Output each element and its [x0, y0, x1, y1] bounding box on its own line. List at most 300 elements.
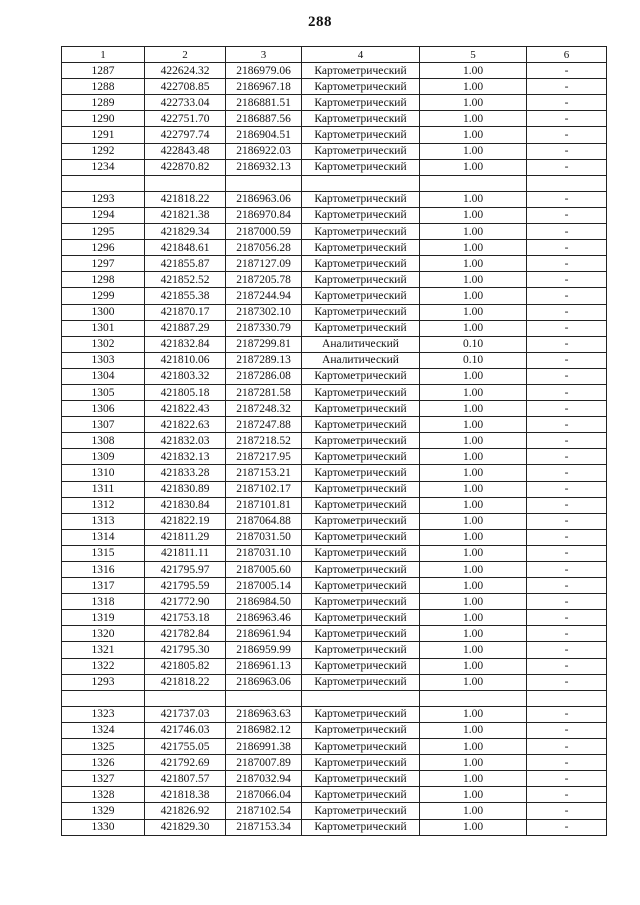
- table-cell: 2186887.56: [226, 111, 302, 127]
- table-cell: 422708.85: [145, 79, 226, 95]
- table-row: [62, 224, 607, 240]
- table-cell: -: [527, 95, 607, 111]
- table-cell: 2187056.28: [226, 240, 302, 256]
- table-cell: 2186922.03: [226, 143, 302, 159]
- table-cell: 2187064.88: [226, 513, 302, 529]
- table-cell: Картометрический: [302, 545, 420, 561]
- table-cell: 421755.05: [145, 739, 226, 755]
- table-row: [62, 111, 607, 127]
- table-row: [62, 658, 607, 674]
- table-cell: 1314: [62, 529, 145, 545]
- table-cell: 422751.70: [145, 111, 226, 127]
- table-cell: 1321: [62, 642, 145, 658]
- table-cell: Картометрический: [302, 771, 420, 787]
- table-cell: 421887.29: [145, 320, 226, 336]
- table-cell: Картометрический: [302, 159, 420, 175]
- table-cell: Картометрический: [302, 224, 420, 240]
- table-cell: [302, 690, 420, 706]
- table-cell: Картометрический: [302, 497, 420, 513]
- table-cell: Аналитический: [302, 336, 420, 352]
- table-cell: 1.00: [420, 256, 527, 272]
- column-header: 6: [527, 47, 607, 63]
- table-cell: Картометрический: [302, 384, 420, 400]
- table-cell: 2187066.04: [226, 787, 302, 803]
- table-cell: [420, 175, 527, 191]
- table-cell: 2186963.06: [226, 674, 302, 690]
- table-cell: 1.00: [420, 224, 527, 240]
- table-cell: 421772.90: [145, 594, 226, 610]
- table-cell: 1.00: [420, 658, 527, 674]
- table-cell: 1307: [62, 417, 145, 433]
- table-cell: -: [527, 562, 607, 578]
- table-cell: 2187005.60: [226, 562, 302, 578]
- table-cell: -: [527, 288, 607, 304]
- table-row: [62, 803, 607, 819]
- table-cell: -: [527, 191, 607, 207]
- table-cell: 2186970.84: [226, 207, 302, 223]
- table-cell: Картометрический: [302, 191, 420, 207]
- table-cell: 421855.87: [145, 256, 226, 272]
- table-cell: 1297: [62, 256, 145, 272]
- table-cell: 2187153.34: [226, 819, 302, 835]
- table-cell: 1.00: [420, 207, 527, 223]
- table-cell: -: [527, 755, 607, 771]
- table-row: [62, 642, 607, 658]
- table-row: [62, 175, 607, 191]
- table-cell: Картометрический: [302, 401, 420, 417]
- table-cell: -: [527, 401, 607, 417]
- table-cell: 1323: [62, 706, 145, 722]
- table-row: [62, 739, 607, 755]
- table-cell: 1234: [62, 159, 145, 175]
- table-row: [62, 819, 607, 835]
- table-cell: 1.00: [420, 368, 527, 384]
- table-cell: 1.00: [420, 401, 527, 417]
- table-cell: 421753.18: [145, 610, 226, 626]
- table-row: [62, 272, 607, 288]
- table-cell: 1328: [62, 787, 145, 803]
- table-cell: -: [527, 111, 607, 127]
- table-cell: 421795.97: [145, 562, 226, 578]
- table-cell: -: [527, 240, 607, 256]
- table-cell: 1.00: [420, 803, 527, 819]
- table-cell: 1298: [62, 272, 145, 288]
- table-cell: -: [527, 465, 607, 481]
- table-cell: 1319: [62, 610, 145, 626]
- table-cell: Картометрический: [302, 288, 420, 304]
- table-cell: 2186979.06: [226, 63, 302, 79]
- table-cell: 1287: [62, 63, 145, 79]
- table-cell: -: [527, 159, 607, 175]
- table-cell: Картометрический: [302, 481, 420, 497]
- table-cell: 2187007.89: [226, 755, 302, 771]
- table-cell: 1.00: [420, 771, 527, 787]
- page-number: 288: [308, 14, 332, 30]
- table-cell: [145, 690, 226, 706]
- table-cell: -: [527, 706, 607, 722]
- table-cell: 421833.28: [145, 465, 226, 481]
- table-row: [62, 240, 607, 256]
- table-cell: Картометрический: [302, 465, 420, 481]
- table-cell: 1.00: [420, 465, 527, 481]
- table-row: [62, 706, 607, 722]
- table-row: [62, 433, 607, 449]
- table-row: [62, 497, 607, 513]
- table-cell: 2186881.51: [226, 95, 302, 111]
- column-header: 1: [62, 47, 145, 63]
- table-cell: [62, 690, 145, 706]
- table-row: [62, 63, 607, 79]
- table-cell: 1289: [62, 95, 145, 111]
- table-cell: 1306: [62, 401, 145, 417]
- table-cell: -: [527, 256, 607, 272]
- table-cell: -: [527, 545, 607, 561]
- table-cell: 1.00: [420, 529, 527, 545]
- table-cell: 421737.03: [145, 706, 226, 722]
- table-cell: 1.00: [420, 111, 527, 127]
- table-cell: 421746.03: [145, 722, 226, 738]
- table-cell: 1330: [62, 819, 145, 835]
- table-cell: Картометрический: [302, 513, 420, 529]
- table-cell: Картометрический: [302, 272, 420, 288]
- table-cell: [527, 690, 607, 706]
- table-cell: Аналитический: [302, 352, 420, 368]
- table-cell: -: [527, 819, 607, 835]
- table-cell: Картометрический: [302, 95, 420, 111]
- table-cell: 1.00: [420, 417, 527, 433]
- table-cell: 421830.89: [145, 481, 226, 497]
- table-cell: [527, 175, 607, 191]
- table-cell: 1316: [62, 562, 145, 578]
- table-row: [62, 562, 607, 578]
- table-cell: 421795.59: [145, 578, 226, 594]
- table-row: [62, 787, 607, 803]
- table-cell: 2187299.81: [226, 336, 302, 352]
- table-cell: 0.10: [420, 336, 527, 352]
- table-cell: 2187205.78: [226, 272, 302, 288]
- table-cell: Картометрический: [302, 529, 420, 545]
- table-cell: 2187102.54: [226, 803, 302, 819]
- table-cell: 1.00: [420, 755, 527, 771]
- table-cell: 421870.17: [145, 304, 226, 320]
- table-cell: 2186961.13: [226, 658, 302, 674]
- table-cell: Картометрический: [302, 368, 420, 384]
- table-row: [62, 191, 607, 207]
- column-header: 2: [145, 47, 226, 63]
- table-body: [62, 63, 607, 836]
- table-row: [62, 481, 607, 497]
- table-cell: Картометрический: [302, 819, 420, 835]
- table-cell: 1.00: [420, 159, 527, 175]
- table-cell: 1320: [62, 626, 145, 642]
- table-cell: 421830.84: [145, 497, 226, 513]
- table-row: [62, 755, 607, 771]
- table-row: [62, 513, 607, 529]
- table-cell: 1.00: [420, 288, 527, 304]
- table-row: [62, 401, 607, 417]
- table-row: [62, 143, 607, 159]
- table-cell: Картометрический: [302, 658, 420, 674]
- table-cell: 1.00: [420, 320, 527, 336]
- table-cell: 421795.30: [145, 642, 226, 658]
- table-cell: 1.00: [420, 562, 527, 578]
- table-cell: -: [527, 320, 607, 336]
- table-cell: 1318: [62, 594, 145, 610]
- table-cell: [226, 690, 302, 706]
- table-cell: Картометрический: [302, 739, 420, 755]
- table-cell: Картометрический: [302, 578, 420, 594]
- table-cell: 1303: [62, 352, 145, 368]
- table-cell: Картометрический: [302, 79, 420, 95]
- table-cell: 2187218.52: [226, 433, 302, 449]
- table-cell: -: [527, 63, 607, 79]
- table-cell: Картометрический: [302, 562, 420, 578]
- table-cell: Картометрический: [302, 787, 420, 803]
- table-cell: 1308: [62, 433, 145, 449]
- table-cell: 2186963.06: [226, 191, 302, 207]
- table-cell: -: [527, 771, 607, 787]
- table-cell: 2186904.51: [226, 127, 302, 143]
- table-cell: 1.00: [420, 240, 527, 256]
- table-cell: 2187217.95: [226, 449, 302, 465]
- table-cell: [226, 175, 302, 191]
- table-cell: 1310: [62, 465, 145, 481]
- table-cell: 421855.38: [145, 288, 226, 304]
- table-cell: Картометрический: [302, 240, 420, 256]
- table-cell: 421818.38: [145, 787, 226, 803]
- table-cell: Картометрический: [302, 610, 420, 626]
- coordinates-table: [61, 46, 607, 836]
- table-cell: 1.00: [420, 594, 527, 610]
- table-cell: 421832.13: [145, 449, 226, 465]
- table-cell: 2186932.13: [226, 159, 302, 175]
- table-cell: 1.00: [420, 272, 527, 288]
- table-row: [62, 690, 607, 706]
- table-cell: 421821.38: [145, 207, 226, 223]
- table-cell: 421826.92: [145, 803, 226, 819]
- table-cell: -: [527, 433, 607, 449]
- table-cell: 1.00: [420, 706, 527, 722]
- table-cell: 1304: [62, 368, 145, 384]
- table-cell: 1311: [62, 481, 145, 497]
- table-cell: 1313: [62, 513, 145, 529]
- table-cell: Картометрический: [302, 433, 420, 449]
- table-cell: 422843.48: [145, 143, 226, 159]
- table-cell: -: [527, 352, 607, 368]
- table-cell: 2186963.46: [226, 610, 302, 626]
- table-cell: -: [527, 224, 607, 240]
- table-cell: 421818.22: [145, 191, 226, 207]
- table-cell: Картометрический: [302, 755, 420, 771]
- table-row: [62, 578, 607, 594]
- table-cell: 1.00: [420, 127, 527, 143]
- table-cell: 2186984.50: [226, 594, 302, 610]
- table-cell: -: [527, 578, 607, 594]
- table-row: [62, 207, 607, 223]
- table-cell: 2187000.59: [226, 224, 302, 240]
- table-row: [62, 594, 607, 610]
- table-cell: 1.00: [420, 739, 527, 755]
- table-cell: 1327: [62, 771, 145, 787]
- table-cell: 2187153.21: [226, 465, 302, 481]
- table-cell: 2187248.32: [226, 401, 302, 417]
- table-cell: 1296: [62, 240, 145, 256]
- table-row: [62, 368, 607, 384]
- column-header: 5: [420, 47, 527, 63]
- table-row: [62, 449, 607, 465]
- table-cell: 1325: [62, 739, 145, 755]
- table-cell: Картометрический: [302, 706, 420, 722]
- table-row: [62, 722, 607, 738]
- table-cell: 421832.03: [145, 433, 226, 449]
- table-cell: 421829.34: [145, 224, 226, 240]
- table-cell: 1295: [62, 224, 145, 240]
- table-cell: 1.00: [420, 143, 527, 159]
- table-cell: 2187330.79: [226, 320, 302, 336]
- table-cell: -: [527, 336, 607, 352]
- table-cell: -: [527, 384, 607, 400]
- table-row: [62, 336, 607, 352]
- table-cell: 2186963.63: [226, 706, 302, 722]
- table-cell: 1312: [62, 497, 145, 513]
- table-cell: -: [527, 449, 607, 465]
- table-cell: Картометрический: [302, 417, 420, 433]
- table-cell: 1300: [62, 304, 145, 320]
- table-cell: 421822.63: [145, 417, 226, 433]
- table-cell: -: [527, 304, 607, 320]
- table-cell: 421832.84: [145, 336, 226, 352]
- table-row: [62, 79, 607, 95]
- table-cell: 421807.57: [145, 771, 226, 787]
- table-cell: 1293: [62, 191, 145, 207]
- table-row: [62, 674, 607, 690]
- table-cell: 1291: [62, 127, 145, 143]
- table-row: [62, 610, 607, 626]
- table-cell: Картометрический: [302, 626, 420, 642]
- table-cell: 1.00: [420, 497, 527, 513]
- table-cell: -: [527, 368, 607, 384]
- table-row: [62, 95, 607, 111]
- table-cell: 1322: [62, 658, 145, 674]
- table-cell: 422733.04: [145, 95, 226, 111]
- table-cell: 421792.69: [145, 755, 226, 771]
- table-cell: 1.00: [420, 578, 527, 594]
- table-cell: 421818.22: [145, 674, 226, 690]
- table-cell: 1301: [62, 320, 145, 336]
- table-row: [62, 352, 607, 368]
- table-cell: Картометрический: [302, 674, 420, 690]
- table-cell: Картометрический: [302, 320, 420, 336]
- table-cell: 422624.32: [145, 63, 226, 79]
- table-row: [62, 304, 607, 320]
- table-row: [62, 320, 607, 336]
- table-cell: -: [527, 787, 607, 803]
- table-cell: 1.00: [420, 79, 527, 95]
- table-cell: 2186982.12: [226, 722, 302, 738]
- table-cell: -: [527, 127, 607, 143]
- table-cell: 1.00: [420, 513, 527, 529]
- table-cell: 421848.61: [145, 240, 226, 256]
- table-cell: 2187289.13: [226, 352, 302, 368]
- table-cell: -: [527, 658, 607, 674]
- table-cell: 1309: [62, 449, 145, 465]
- table-cell: 2186991.38: [226, 739, 302, 755]
- table-cell: -: [527, 207, 607, 223]
- table-cell: -: [527, 481, 607, 497]
- table-cell: 421805.18: [145, 384, 226, 400]
- table-cell: 1.00: [420, 610, 527, 626]
- table-cell: 421803.32: [145, 368, 226, 384]
- table-row: [62, 256, 607, 272]
- table-cell: 1.00: [420, 63, 527, 79]
- table-cell: 421822.43: [145, 401, 226, 417]
- table-cell: 422797.74: [145, 127, 226, 143]
- table-cell: -: [527, 674, 607, 690]
- table-cell: 1288: [62, 79, 145, 95]
- table-cell: 2187302.10: [226, 304, 302, 320]
- table-row: [62, 159, 607, 175]
- table-cell: 2186959.99: [226, 642, 302, 658]
- table-cell: 1.00: [420, 674, 527, 690]
- table-cell: 422870.82: [145, 159, 226, 175]
- table-cell: Картометрический: [302, 111, 420, 127]
- table-cell: 421829.30: [145, 819, 226, 835]
- table-cell: Картометрический: [302, 63, 420, 79]
- table-row: [62, 465, 607, 481]
- table-cell: 1.00: [420, 481, 527, 497]
- table-cell: 2187127.09: [226, 256, 302, 272]
- table-cell: -: [527, 497, 607, 513]
- table-row: [62, 417, 607, 433]
- table-cell: Картометрический: [302, 207, 420, 223]
- table-cell: 1302: [62, 336, 145, 352]
- table-cell: 2187101.81: [226, 497, 302, 513]
- table-cell: 1294: [62, 207, 145, 223]
- table-cell: 1290: [62, 111, 145, 127]
- table-cell: Картометрический: [302, 127, 420, 143]
- table-cell: 421805.82: [145, 658, 226, 674]
- table-cell: Картометрический: [302, 642, 420, 658]
- table-cell: 1.00: [420, 819, 527, 835]
- table-cell: 2187281.58: [226, 384, 302, 400]
- table-cell: 1.00: [420, 642, 527, 658]
- table-cell: 2187102.17: [226, 481, 302, 497]
- table-cell: [420, 690, 527, 706]
- table-row: [62, 127, 607, 143]
- table-cell: 1329: [62, 803, 145, 819]
- column-header: 4: [302, 47, 420, 63]
- table-cell: Картометрический: [302, 304, 420, 320]
- table-cell: 1315: [62, 545, 145, 561]
- table-cell: 1292: [62, 143, 145, 159]
- table-cell: 421811.29: [145, 529, 226, 545]
- table-cell: 1.00: [420, 449, 527, 465]
- table-cell: 0.10: [420, 352, 527, 368]
- table-cell: 421810.06: [145, 352, 226, 368]
- table-cell: -: [527, 513, 607, 529]
- table-cell: 2187286.08: [226, 368, 302, 384]
- table-cell: 421852.52: [145, 272, 226, 288]
- table-cell: -: [527, 79, 607, 95]
- table-cell: 2187244.94: [226, 288, 302, 304]
- table-cell: 1.00: [420, 787, 527, 803]
- table-cell: 1299: [62, 288, 145, 304]
- table-cell: 1305: [62, 384, 145, 400]
- table-cell: -: [527, 529, 607, 545]
- table-cell: -: [527, 722, 607, 738]
- table-cell: [302, 175, 420, 191]
- table-row: [62, 529, 607, 545]
